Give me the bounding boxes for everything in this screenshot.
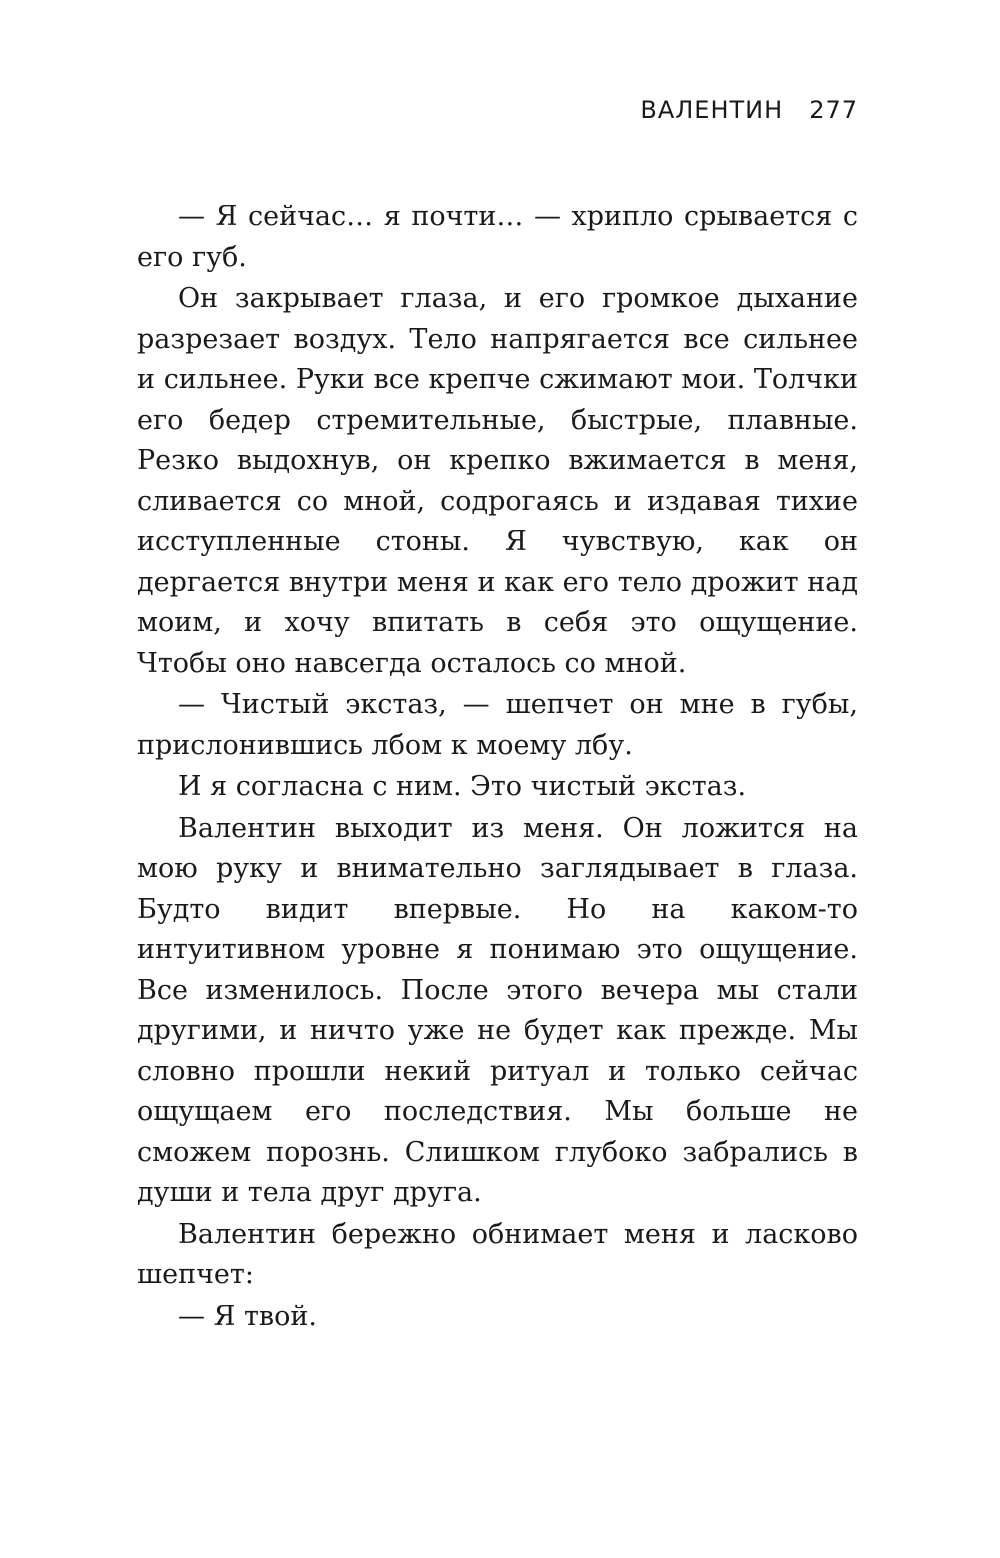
page-number: 277 [809,96,858,124]
paragraph: — Чистый экстаз, — шепчет он мне в губы, прислонившись лбом к моему лбу. [137,689,858,761]
paragraph: Валентин выходит из меня. Он ложится на мою руку и внимательно заглядывает в глаза. Будто видит впервые. Но на каком-то интуитивном уровне я понимаю это ощущение. Все изменилось. После этого вечера мы стали другими, и ничто уже не будет как прежде. Мы словно прошли некий ритуал и только сейчас ощущаем его последствия. Мы больше не сможем порознь. Слишком глубоко забрались в души и тела друг друга. [137,812,858,1208]
paragraph: Он закрывает глаза, и его громкое дыхание разрезает воздух. Тело напрягается все сильнее и сильнее. Руки все крепче сжимают мои. Толчки его бедер стремительные, быстрые, плавные. Резко выдохнув, он крепко вжимается в меня, сливается со мной, содрогаясь и издавая тихие исступленные стоны. Я чувствую, как он дергается внутри меня и как его тело дрожит над моим, и хочу впитать в себя это ощущение. Чтобы оно навсегда осталось со мной. [137,283,858,679]
paragraph: И я согласна с ним. Это чистый экстаз. [178,771,747,802]
paragraph: — Я твой. [178,1300,317,1332]
running-title: ВАЛЕНТИН [640,96,784,124]
paragraph: Валентин бережно обнимает меня и ласково шепчет: [137,1218,858,1290]
paragraph: — Я сейчас… я почти… — хрипло срывается с его губ. [137,201,858,273]
body-text [137,197,858,1338]
running-head [640,96,858,124]
